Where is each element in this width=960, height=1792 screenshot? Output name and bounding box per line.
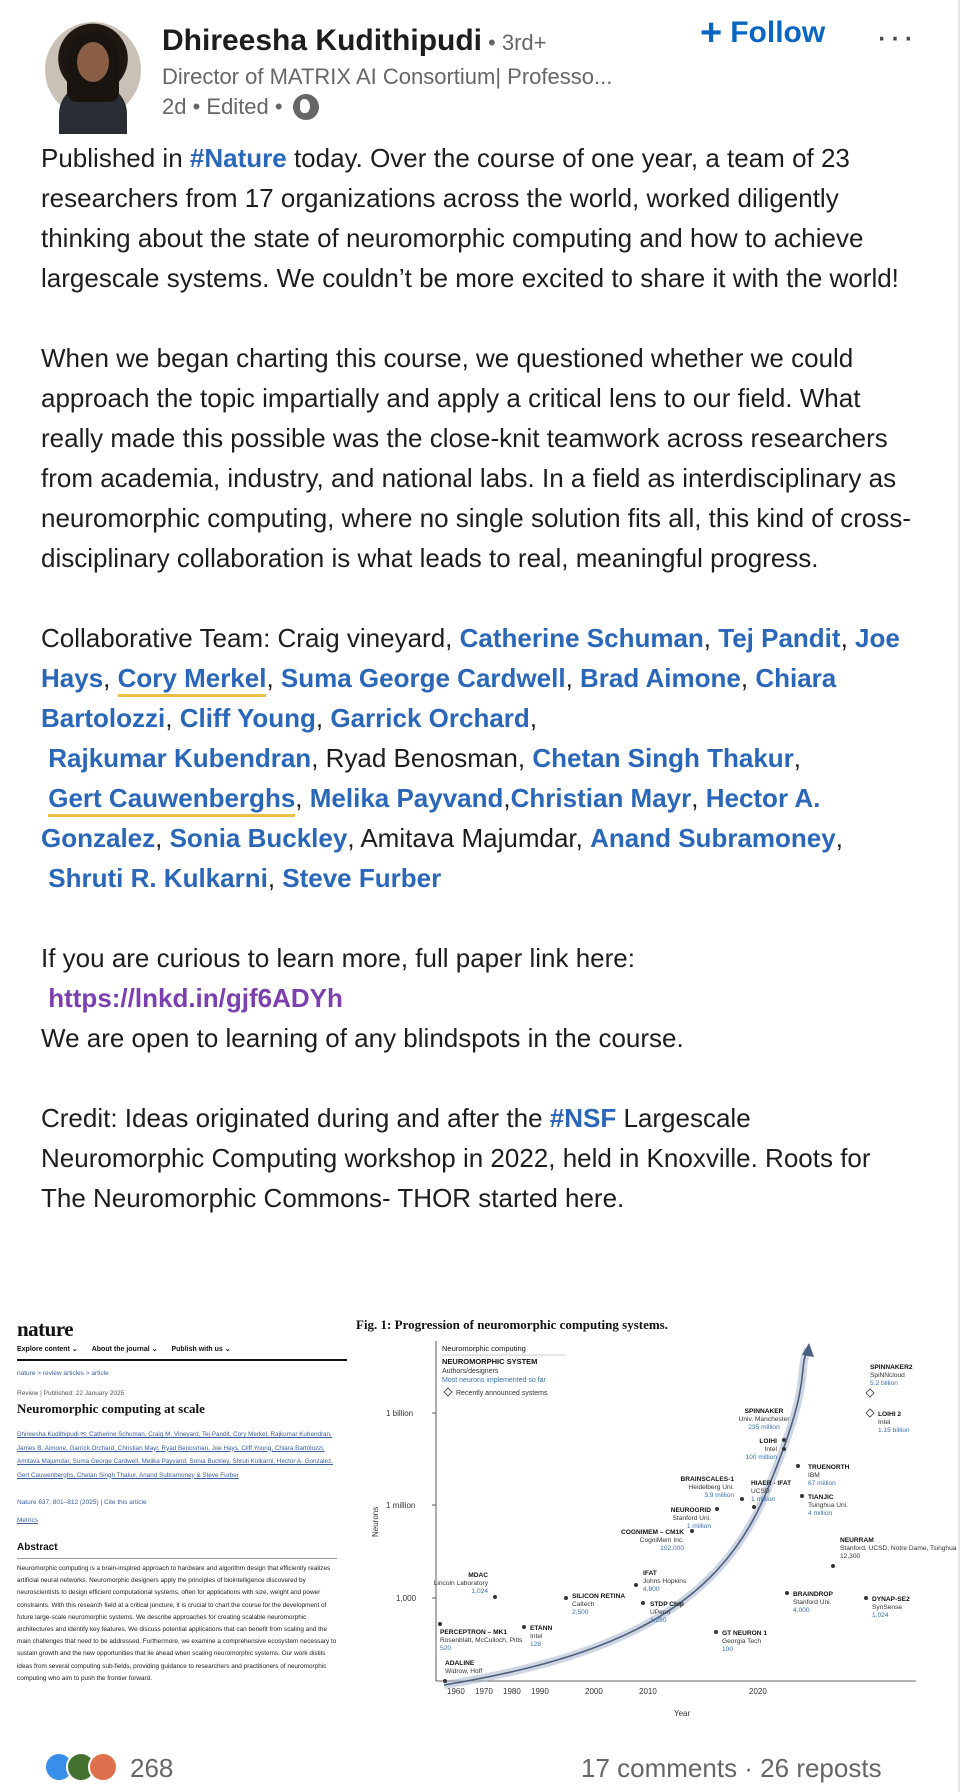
mention[interactable]: Melika Payvand [309,783,504,813]
y-tick: 1 billion [386,1409,414,1418]
mention[interactable]: Joe Hays [41,623,900,693]
credit-paragraph: Credit: Ideas originated during and after the #NSF Largescale Neuromorphic Computing workshop in 2022, held in Knoxville. Roots for The Neuromorphic Commons- THOR started here. [41,1103,871,1213]
svg-text:Heidelberg Uni.: Heidelberg Uni. [688,1484,734,1491]
mention[interactable]: Gert Cauwenberghs [48,783,295,817]
svg-text:NEURRAM: NEURRAM [840,1537,874,1544]
mention[interactable]: Chiara Bartolozzi [41,663,837,733]
svg-text:COGNIMEM – CM1K: COGNIMEM – CM1K [620,1529,684,1536]
mention[interactable]: Tej Pandit [718,623,841,653]
svg-text:HIAER - IFAT: HIAER - IFAT [751,1480,792,1487]
globe-icon [293,94,319,120]
svg-text:4 million: 4 million [808,1510,833,1517]
post-image[interactable] [13,1313,957,1723]
author-name[interactable]: Dhireesha Kudithipudi • 3rd+ [162,24,547,57]
x-tick: 1980 [503,1687,521,1696]
svg-text:TIANJIC: TIANJIC [808,1494,834,1501]
figure-title: Fig. 1: Progression of neuromorphic computing systems. [356,1317,668,1332]
svg-text:SPINNAKER2: SPINNAKER2 [870,1364,913,1371]
svg-text:102,000: 102,000 [660,1545,684,1552]
x-tick: 1960 [447,1687,465,1696]
mention[interactable]: Chetan Singh Thakur [532,743,794,773]
article-metrics: Metrics [17,1517,38,1524]
svg-text:5.2 billion: 5.2 billion [870,1380,898,1387]
article-nav: Explore content ⌄ About the journal ⌄ Publish with us ⌄ [17,1346,231,1353]
svg-text:UPenn: UPenn [650,1609,671,1616]
mention[interactable]: Rajkumar Kubendran [48,743,312,773]
legend-neurons: Most neurons implemented so far [442,1377,546,1384]
svg-text:IBM: IBM [808,1472,820,1479]
follow-label: Follow [730,16,826,49]
svg-text:235 million: 235 million [748,1424,780,1431]
svg-text:CogniMem Inc.: CogniMem Inc. [639,1537,684,1544]
mention[interactable]: Cory Merkel [118,663,267,697]
svg-text:Johns Hopkins: Johns Hopkins [643,1578,687,1585]
follow-button[interactable] [700,12,826,54]
mention[interactable]: Garrick Orchard [330,703,530,733]
y-ticks [386,1409,436,1603]
svg-text:Intel: Intel [878,1419,891,1426]
svg-text:Intel: Intel [764,1446,777,1453]
legend-system: NEUROMORPHIC SYSTEM [442,1357,538,1366]
svg-text:1,024: 1,024 [872,1612,889,1619]
article-breadcrumb: nature > review articles > article [17,1370,109,1377]
x-axis-label: Year [674,1709,691,1718]
paper-link[interactable]: https://lnkd.in/gjf6ADYh [48,983,343,1013]
svg-text:1.15 billion: 1.15 billion [878,1427,910,1434]
svg-text:LOIHI: LOIHI [759,1438,777,1445]
x-tick: 2020 [749,1687,767,1696]
plus-icon: + [700,12,723,54]
mention[interactable]: Suma George Cardwell [280,663,566,693]
svg-text:100 million: 100 million [745,1454,777,1461]
svg-text:SynSense: SynSense [872,1604,903,1611]
svg-text:1 million: 1 million [751,1496,776,1503]
svg-text:ETANN: ETANN [530,1625,553,1632]
svg-text:IFAT: IFAT [643,1570,657,1577]
svg-text:128: 128 [530,1641,542,1648]
svg-text:Univ. Manchester: Univ. Manchester [738,1416,790,1423]
hashtag-nsf[interactable]: #NSF [549,1103,617,1133]
svg-text:BRAINDROP: BRAINDROP [793,1591,833,1598]
abstract-heading: Abstract [17,1542,58,1553]
svg-text:MDAC: MDAC [468,1572,488,1579]
svg-text:1,280: 1,280 [650,1617,667,1624]
svg-text:4,000: 4,000 [793,1607,810,1614]
svg-text:DYNAP-SE2: DYNAP-SE2 [872,1596,910,1603]
mention[interactable]: Catherine Schuman [459,623,704,653]
x-tick: 2010 [639,1687,657,1696]
svg-text:1,024: 1,024 [471,1588,488,1595]
svg-text:2,500: 2,500 [572,1609,589,1616]
x-tick: 1970 [475,1687,493,1696]
nature-logo: nature [17,1317,74,1341]
svg-text:Intel: Intel [530,1633,543,1640]
svg-text:4,800: 4,800 [643,1586,660,1593]
y-tick: 1 million [386,1501,416,1510]
svg-text:GT NEURON 1: GT NEURON 1 [722,1630,768,1637]
legend-heading: Neuromorphic computing [442,1344,526,1353]
mention[interactable]: Shruti R. Kulkarni [48,863,268,893]
svg-text:Lincoln Laboratory: Lincoln Laboratory [433,1580,488,1587]
svg-text:SpiNNcloud: SpiNNcloud [870,1372,905,1379]
svg-text:STDP Chip: STDP Chip [650,1601,684,1608]
svg-text:Widrow, Hoff: Widrow, Hoff [445,1668,483,1675]
svg-text:Georgia Tech: Georgia Tech [722,1638,762,1645]
y-tick: 1,000 [396,1594,417,1603]
mention[interactable]: Brad Aimone [580,663,741,693]
curious-line: If you are curious to learn more, full paper link here: [41,943,635,973]
love-icon [88,1752,118,1782]
svg-text:3.9 million: 3.9 million [704,1492,734,1499]
abstract-text: Neuromorphic computing is a brain-inspired approach to hardware and algorithm design that efficiently realizes artificial neural networks. Neuromorphic designers apply the principles of biointelligence discovered by neuroscientists to design efficient computational systems, often for applications with size, weight and power constraints. With this research field at a critical juncture, it is crucial to chart the course for the development of future large-scale neuromorphic systems. We describe approaches for creating scalable neuromorphic architectures and identify key features. We discuss potential applications that can benefit from scaling and the main challenges that need to be addressed. Furthermore, we examine a comprehensive ecosystem necessary to sustain growth and the new opportunities that lie ahead when scaling neuromorphic systems. Our work distils ideas from several computing sub-fields, providing guidance to researchers and practitioners of neuromorphic computing who aim to push the frontier forward. [17,1565,337,1682]
svg-text:NEUROGRID: NEUROGRID [670,1507,711,1514]
team-paragraph: Collaborative Team: Craig vineyard, Catherine Schuman, Tej Pandit, Joe Hays, Cory Merkel, Suma George Cardwell, Brad Aimone, Chiara Bartolozzi, Cliff Young, Garrick Orchard, Rajkumar Kubendran, Ryad Benosman, Chetan Singh Thakur, Gert Cauwenberghs, Melika Payvand,Christian Mayr, Hector A. Gonzalez, Sonia Buckley, Amitava Majumdar, Anand Subramoney, Shruti R. Kulkarni, Steve Furber [41,623,900,893]
mention[interactable]: Cliff Young [179,703,316,733]
svg-text:LOIHI 2: LOIHI 2 [878,1411,902,1418]
hashtag-nature[interactable]: #Nature [189,143,287,173]
svg-text:Rosenblatt, McCulloch, Pitts: Rosenblatt, McCulloch, Pitts [440,1637,523,1644]
y-axis-label: Neurons [371,1506,380,1537]
post-time: 2d • Edited • [162,94,283,119]
author-headline: Director of MATRIX AI Consortium| Professo... [162,64,613,89]
svg-text:UCSD: UCSD [751,1488,770,1495]
article-title: Neuromorphic computing at scale [17,1401,205,1416]
mention[interactable]: Anand Subramoney [590,823,836,853]
reaction-count[interactable]: 268 [130,1753,174,1783]
mention[interactable]: Hector A. Gonzalez [41,783,821,853]
svg-text:Stanford, UCSD, Notre Dame, Ts: Stanford, UCSD, Notre Dame, Tsinghua [840,1545,957,1552]
author-avatar[interactable] [45,22,141,118]
article-screenshot [13,1313,348,1723]
post-body [41,138,921,1218]
svg-text:SPINNAKER: SPINNAKER [744,1408,784,1415]
svg-text:SILICON RETINA: SILICON RETINA [572,1593,626,1600]
svg-text:PERCEPTRON – MK1: PERCEPTRON – MK1 [440,1629,508,1636]
svg-text:Stanford Uni.: Stanford Uni. [672,1515,711,1522]
reactions-icons[interactable] [44,1752,110,1782]
svg-text:67 million: 67 million [808,1480,836,1487]
x-tick: 2000 [585,1687,603,1696]
svg-text:Caltech: Caltech [572,1601,595,1608]
legend-diamond-icon [444,1388,452,1396]
figure-plot [356,1313,957,1723]
svg-text:ADALINE: ADALINE [445,1660,475,1667]
connection-degree: • 3rd+ [488,30,547,55]
figure-panel [356,1313,957,1723]
legend-authors: Authors/designers [442,1368,499,1375]
svg-text:12,300: 12,300 [840,1553,861,1560]
open-line: We are open to learning of any blindspots in the course. [41,1023,684,1053]
mention[interactable]: Steve Furber [282,863,442,893]
article-meta: Review | Published: 22 January 2025 [17,1390,125,1397]
svg-text:Tsinghua Uni.: Tsinghua Uni. [808,1502,848,1509]
svg-text:520: 520 [440,1645,452,1652]
mention[interactable]: Christian Mayr [510,783,692,813]
legend-announced: Recently announced systems [456,1390,548,1397]
comments-reposts-link[interactable]: 17 comments · 26 reposts [581,1753,882,1783]
x-tick: 1990 [531,1687,549,1696]
mention[interactable]: Sonia Buckley [169,823,348,853]
more-options-icon[interactable]: ··· [876,18,916,56]
svg-text:BRAINSCALES-1: BRAINSCALES-1 [680,1476,734,1483]
post-meta [162,94,319,120]
article-authors: Dhireesha Kudithipudi ✉, Catherine Schuman, Craig M. Vineyard, Tej Pandit, Cory Merkel, Rajkumar Kubendran, James B. Aimone, Garrick Orchard, Christian Mayr, Ryad Benosman, Joe Hays, Cliff Young, Chiara Bartolozzi, Amitava Majumdar, Suma George Cardwell, Melika Payvand, Sonia Buckley, Shruti Kulkarni, Hector A. Gonzalez, Gert Cauwenberghs, Chetan Singh Thakur, Anand Subramoney & Steve Furber [17,1431,333,1479]
post-paragraph-2: When we began charting this course, we questioned whether we could approach the topic impartially and apply a critical lens to our field. What really made this possible was the close-knit teamwork across researchers from academia, industry, and national labs. In a field as interdisciplinary as neuromorphic computing, where no single solution fits all, this kind of cross-disciplinary collaboration is what leads to real, meaningful progress. [41,343,911,573]
article-citation: Nature 637, 801–812 (2025) | Cite this article [17,1499,147,1506]
svg-text:1 million: 1 million [686,1523,711,1530]
x-ticks [447,1687,767,1696]
svg-text:TRUENORTH: TRUENORTH [808,1464,850,1471]
svg-text:Stanford Uni.: Stanford Uni. [793,1599,832,1606]
svg-text:100: 100 [722,1646,734,1653]
post-paragraph-1: Published in #Nature today. Over the course of one year, a team of 23 researchers from 17 organizations across the world, worked diligently thinking about the state of neuromorphic computing and how to achieve largescale systems. We couldn’t be more excited to share it with the world! [41,143,899,293]
